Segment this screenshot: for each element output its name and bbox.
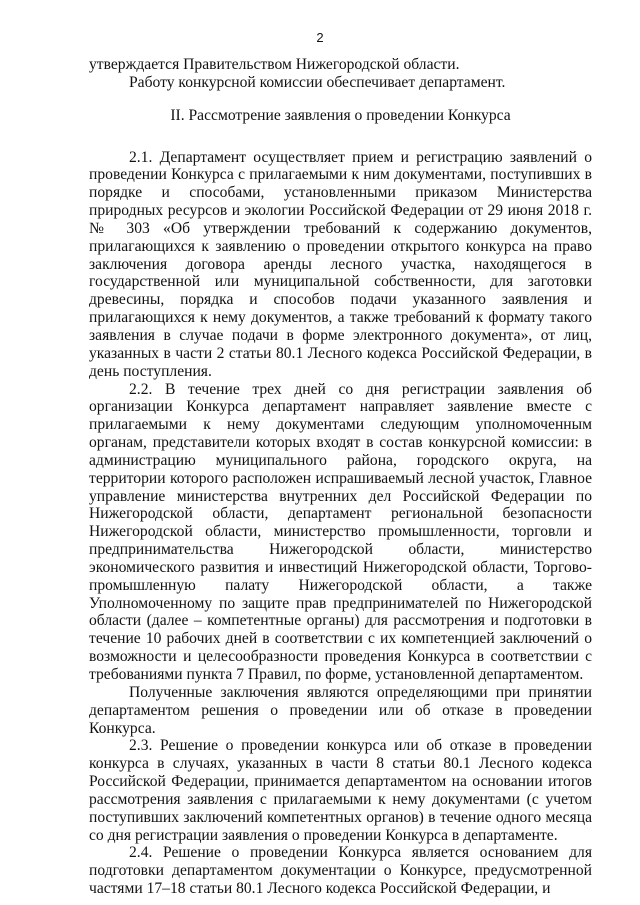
paragraph-commission-support: Работу конкурсной комиссии обеспечивает департамент. bbox=[129, 73, 506, 91]
paragraph-conclusions: Полученные заключения являются определяющими при принятии департаментом решения о проведении или об отказе в проведении Конкурса. bbox=[89, 683, 592, 737]
document-body bbox=[89, 56, 592, 898]
paragraph-continuation: утверждается Правительством Нижегородской области. bbox=[89, 56, 460, 73]
paragraph-2-4: 2.4. Решение о проведении Конкурса является основанием для подготовки департаментом документации о Конкурсе, предусмотренной частями 17–18 статьи 80.1 Лесного кодекса Российской Федерации, и bbox=[89, 844, 592, 898]
section-heading: II. Рассмотрение заявления о проведении Конкурса bbox=[170, 106, 511, 124]
page-number: 2 bbox=[316, 30, 324, 45]
paragraph-2-2: 2.2. В течение трех дней со дня регистрации заявления об организации Конкурса департамент направляет заявление вместе с прилагаемыми к нему документами следующим уполномоченным органам, представители которых входят в состав конкурсной комиссии: в администрацию муниципального района, городского округа, на территории которого расположен испрашиваемый лесной участок, Главное управление министерства внутренних дел Российской Федерации по Нижегородской области, департамент региональной безопасности Нижегородской области, министерство промышленности, торговли и предпринимательства Нижегородской области, министерство экономического развития и инвестиций Нижегородской области, Торгово-промышленную палату Нижегородской области, а также Уполномоченному по защите прав предпринимателей по Нижегородской области (далее – компетентные органы) для рассмотрения и подготовки в течение 10 рабочих дней в соответствии с их компетенцией заключений о возможности и целесообразности проведения Конкурса в соответствии с требованиями пункта 7 Правил, по форме, установленной департаментом. bbox=[89, 380, 592, 683]
paragraph-2-3: 2.3. Решение о проведении конкурса или об отказе в проведении конкурса в случаях, указанных в части 8 статьи 80.1 Лесного кодекса Российской Федерации, принимается департаментом на основании итогов рассмотрения заявления с прилагаемыми к нему документами (с учетом поступивших заключений компетентных органов) в течение одного месяца со дня регистрации заявления о проведении Конкурса в департаменте. bbox=[89, 737, 592, 844]
paragraph-2-1: 2.1. Департамент осуществляет прием и регистрацию заявлений о проведении Конкурса с прилагаемыми к ним документами, поступивших в порядке и способами, установленными приказом Министерства природных ресурсов и экологии Российской Федерации от 29 июня 2018 г. № 303 «Об утверждении требований к содержанию документов, прилагающихся к заявлению о проведении открытого конкурса на право заключения договора аренды лесного участка, находящегося в государственной или муниципальной собственности, для заготовки древесины, порядка и способов подачи указанного заявления и прилагающихся к нему документов, а также требований к формату такого заявления в случае подачи в форме электронного документа», от лиц, указанных в части 2 статьи 80.1 Лесного кодекса Российской Федерации, в день поступления. bbox=[89, 148, 592, 380]
